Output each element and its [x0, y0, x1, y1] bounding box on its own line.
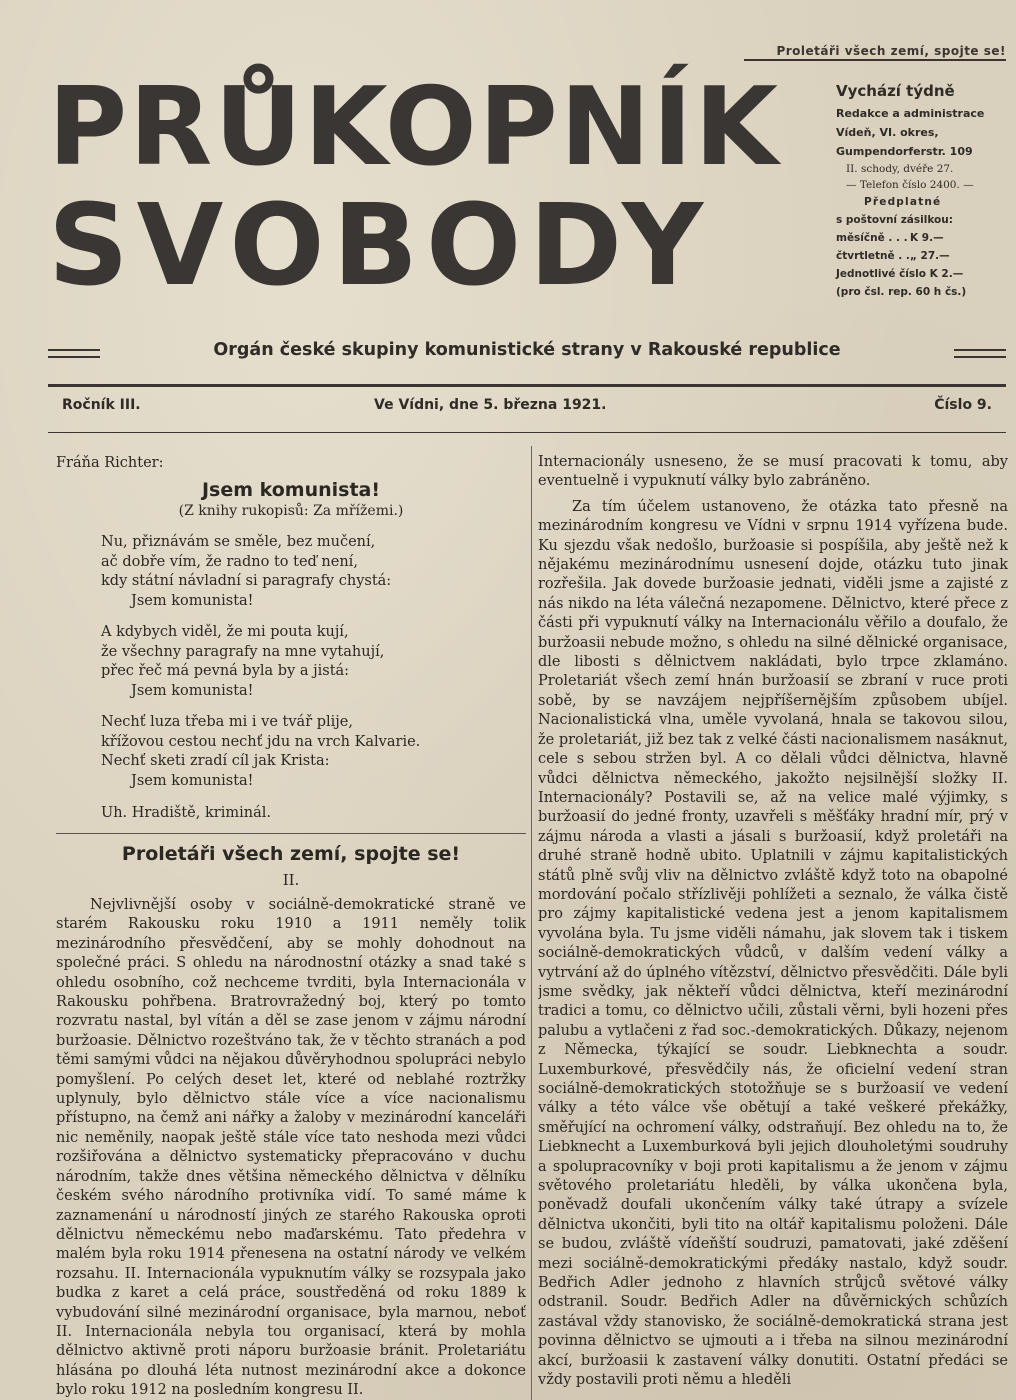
- masthead-slogan: Proletáři všech zemí, spojte se!: [744, 44, 1006, 61]
- office-stairs: II. schody, dvéře 27.: [846, 163, 954, 175]
- price-quarterly-row: [836, 247, 1014, 265]
- section-separator: [56, 833, 526, 834]
- article-paragraph: Za tím účelem ustanoveno, že otázka tato přesně na mezinárodním kongresu ve Vídni v srpnu 1914 vyřízena bude. Ku sjezdu však nedošlo, buržoasie si pospíšila, aby ještě než k nějakému mezinárodnímu usnesení dojde, otázku tuto jinak rozřešila. Jak dovede buržoasie jednati, viděli jsme a zajisté z nás nikdo na léta válečná nezapomene. Dělnictvo, které přece z části při vypuknutí války na Internacionálu věřilo a doufalo, že buržoasii nebude možno, s ohledu na silné dělnické organisace, dle libosti s dělnictvem nakládati, bylo trpce zklamáno. Proletariát všech zemí hnán buržoasií se zbraní v ruce proti sobě, by se navzájem nejpříšernějším způsobem ubíjel. Nacionalistická vlna, uměle vyvolaná, hnala se takovou silou, že proletariát, již bez tak z velké části nacionalismem nasáknut, cele s sebou stržen byl. A co dělali vůdci dělnictva, hlavně vůdci dělnictva německého, jakožto nejsilnější složky II. Internacionály? Postavili se, až na velice malé výjimky, s buržoasií do jedné fronty, uzavřeli s měšťáky hradní mír, prý v zájmu národa a vlasti a jásali s buržoasií, když proletáři na druhé straně hodně ubito. Uplatnili v zájmu kapitalistických států plně svůj vliv na dělnictvo zvláště když toto na obapolné mordování počalo střízlivěji pohlížeti a seznalo, že válka čistě pro zájmy kapitalistické vedena jest a jenom kapitalismem vyvolána byla. Tu jsme viděli námahu, jak slovem tak i tiskem sociálně-demokratických vůdců, v dalším vedení války a vytrvání až do úplného vítězství, dělnictvo přesvědčiti. Dále byli jsme svědky, jak někteří vůdci dělnictva, kteří mezinárodní tradici a tomu, co dělnictvo učili, zůstali věrni, byli hozeni přes palubu a vytlačeni z řad soc.-demokratických. Důkazy, nejenom z Německa, týkající se soudr. Liebknechta a soudr. Luxemburkové, přesvědčily nás, že oficielní vedení stran sociálně-demokratických stotožňuje se s buržoasií ve vedení války a této válce vše obětují a také veškeré překážky, směřující na ochromení války, odstraňují. Bez ohledu na to, že Liebknecht a Luxemburková byli jejich dlouholetými soudruhy a spolupracovníky v boji proti kapitalismu a že jenom v zájmu světového proletariátu hleděli, by válka ukončena byla, poněvadž doufali ukončením války také útrapy a svízele dělnictva ukončiti, byli tito na oltář kapitalismu položeni. Dále se budou, zvláště vídeňští soudruzi, pamatovati, jaké zděšení mezi sociálně-demokratickými předáky nastalo, když soudr. Bedřich Adler jednoho z hlavních strůjců světové války odstranil. Soudr. Bedřich Adler na důvěrnických schůzích zastával vždy stanovisko, že sociálně-demokratická strana jest povinna dělnictvo se ujmouti a i třeba na silnou mezinárodní akcí, buržoasii k zastavení války donutiti. Ostatní předáci se vždy postavili proti němu a hleděli: [538, 498, 1008, 1389]
- issue-number: Číslo 9.: [934, 397, 992, 413]
- newspaper-title-line-2: SVOBODY: [48, 181, 712, 311]
- dateline: [62, 397, 992, 417]
- poem-line: přec řeč má pevná byla by a jistá:: [101, 663, 350, 679]
- column-divider: [531, 446, 532, 1400]
- dateline-top-rule: [48, 384, 1006, 387]
- office-street: Gumpendorferstr. 109: [836, 145, 973, 158]
- postal-label: s poštovní zásilkou:: [836, 214, 953, 226]
- single-issue-price: Jednotlivé číslo K 2.—: [836, 268, 964, 280]
- poem-line: Nechť luza třeba mi i ve tvář plije,: [101, 714, 353, 730]
- article-title: Proletáři všech zemí, spojte se!: [121, 843, 461, 865]
- article-paragraph: Nejvlivnější osoby v sociálně-demokratické straně ve starém Rakousku roku 1910 a 1911 neměly tolik mezinárodního přesvědčení, aby se mohly dohodnout na společné práci. S ohledu na národnostní otázky a snad také s ohledu osobního, což nechceme tvrditi, byla Internacionála v Rakousku pohřbena. Bratrovražedný boj, který po tomto rozvratu nastal, byl vítán a děl se zase jenom v zájmu národní buržoasie. Dělnictvo rozeštváno tak, že v těchto stranách a pod těmi samými vůdci na nějakou důvěryhodnou spolupráci nebylo pomyšlení. Po celých deset let, které od neblahé roztržky uplynuly, bylo dělnictvo stále více a více nacionalismu přístupno, na čemž ani nářky a žaloby v mezinárodní kanceláři nic neměnily, naopak ještě stále více tato neshoda mezi vůdci rozšiřována a dělnictvo systematicky přepracováno v duchu národním, takže dnes většina německého dělnictva v dělníku českém svého národního protivníka vidí. To samé máme k zaznamenání u národností jiných ze starého Rakouska oproti dělnictvu německému nebo maďarskému. Tato předehra v malém byla roku 1914 přenesena na ostatní národy ve velkém rozsahu. II. Internacionála vypuknutím války se rozsypala jako budka z karet a celá práce, soustředěná od roku 1889 k vybudování silné mezinárodní organisace, byla marnou, neboť II. Internacionála nebyla tou organisací, která by mohla dělnictvo aktivně proti náporu buržoasie bránit. Proletariátu hlásána po dlouhá léta nutnost mezinárodní akce a dokonce bylo roku 1912 na posledním kongresu II.: [56, 897, 526, 1399]
- article-part-number: II.: [282, 871, 300, 889]
- subtitle-row: [48, 340, 1006, 366]
- price-monthly-label: měsíčně . . .: [836, 232, 908, 244]
- volume-number: Ročník III.: [62, 397, 141, 413]
- issue-place-date: Ve Vídni, dne 5. března 1921.: [374, 397, 607, 413]
- poem-line: kdy státní návladní si paragrafy chystá:: [101, 573, 392, 589]
- poem-line: ač dobře vím, že radno to teď není,: [101, 553, 358, 570]
- article-paragraph: Internacionály usneseno, že se musí pracovati k tomu, aby eventuelně i vypuknutí války bylo zabráněno.: [538, 454, 1008, 490]
- editorial-office-label: Redakce a administrace: [836, 107, 985, 120]
- price-quarterly-label: čtvrtletně . .: [836, 250, 910, 262]
- poem-line: Nu, přiznávám se směle, bez mučení,: [101, 534, 376, 550]
- poem-refrain: Jsem komunista!: [131, 592, 254, 609]
- subtitle-rule-right: [954, 349, 1006, 358]
- poem-place: Uh. Hradiště, kriminál.: [101, 805, 271, 821]
- dateline-bottom-rule: [48, 432, 1006, 433]
- poem-stanza: [101, 713, 526, 791]
- right-column: [538, 453, 1008, 1400]
- poem-stanza: [101, 533, 526, 611]
- poem-refrain: Jsem komunista!: [131, 772, 254, 789]
- subscription-label: Předplatné: [864, 196, 942, 208]
- office-phone: — Telefon číslo 2400. —: [846, 179, 974, 191]
- newspaper-title-line-1: PRŮKOPNÍK: [48, 65, 781, 190]
- poem-line: A kdybych viděl, že mi pouta kují,: [101, 624, 349, 640]
- publication-info-box: [836, 82, 1014, 301]
- price-monthly-value: K 9.—: [910, 232, 944, 244]
- publication-frequency: Vychází týdně: [836, 82, 955, 100]
- price-monthly-row: [836, 229, 1014, 247]
- poem-refrain: Jsem komunista!: [131, 682, 254, 699]
- poem-line: že všechny paragrafy na mne vytahují,: [101, 643, 385, 660]
- newspaper-subtitle: Orgán české skupiny komunistické strany v Rakouské republice: [213, 340, 841, 360]
- poem-source: (Z knihy rukopisů: Za mřížemi.): [178, 503, 404, 519]
- poem-title: Jsem komunista!: [201, 479, 381, 501]
- left-column: [56, 453, 526, 1400]
- poem-author: Fráňa Richter:: [56, 455, 164, 471]
- poem-line: Nechť sketi zradí cíl jak Krista:: [101, 753, 330, 769]
- price-quarterly-value: „ 27.—: [910, 250, 950, 262]
- csr-price: (pro čsl. rep. 60 h čs.): [836, 286, 967, 298]
- subtitle-rule-left: [48, 349, 100, 358]
- office-city: Vídeň, VI. okres,: [836, 126, 939, 139]
- poem-line: křížovou cestou nechť jdu na vrch Kalvarie.: [101, 733, 421, 750]
- poem-stanza: [101, 623, 526, 701]
